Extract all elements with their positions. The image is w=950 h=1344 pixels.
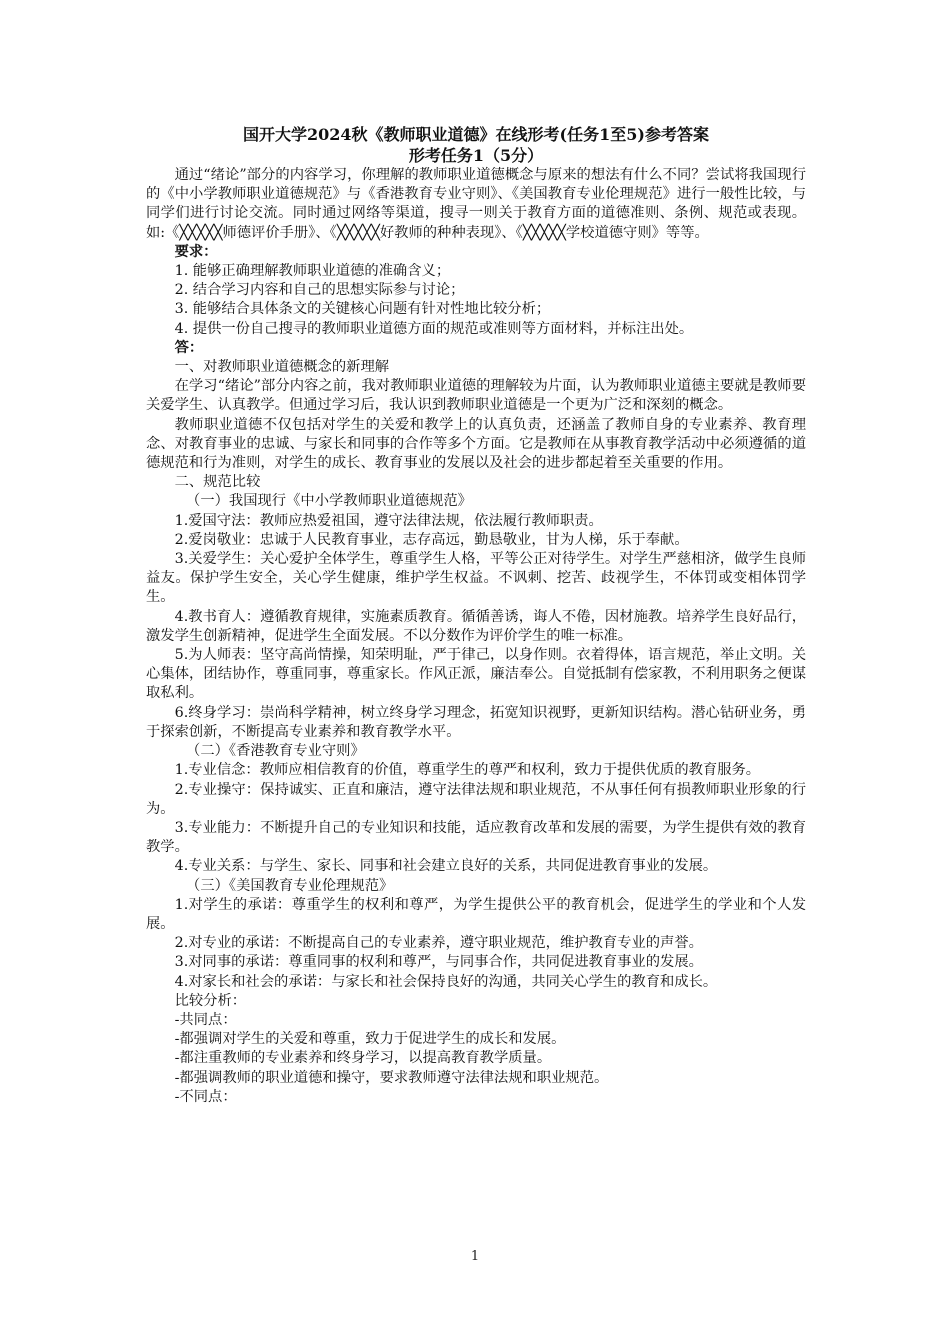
list-item: 5.为人师表：坚守高尚情操，知荣明耻，严于律己，以身作则。衣着得体，语言规范，举止文明。关心集体，团结协作，尊重同事，尊重家长。作风正派，廉洁奉公。自觉抵制有偿家教，不利用职务之便谋取私利。 (146, 647, 806, 702)
requirement-item: 4. 提供一份自己搜寻的教师职业道德方面的规范或准则等方面材料，并标注出处。 (174, 320, 694, 337)
document-page (146, 124, 806, 1107)
document-subtitle: 形考任务1（5分） (408, 146, 544, 165)
requirements-heading: 要求： (174, 243, 218, 260)
analysis-item: -不同点： (174, 1088, 237, 1105)
analysis-heading: 比较分析： (174, 992, 247, 1009)
subsection-heading: （一）我国现行《中小学教师职业道德规范》 (186, 493, 472, 510)
analysis-item: -都强调对学生的关爱和尊重，致力于促进学生的成长和发展。 (174, 1031, 566, 1048)
requirement-item: 3. 能够结合具体条文的关键核心问题有针对性地比较分析； (174, 301, 551, 318)
analysis-item: -都强调教师的职业道德和操守，要求教师遵守法律法规和职业规范。 (174, 1069, 609, 1086)
list-item: 3.专业能力：不断提升自己的专业知识和技能，适应教育改革和发展的需要，为学生提供有效的教育教学。 (146, 819, 806, 856)
list-item: 2.爱岗敬业：忠诚于人民教育事业，志存高远，勤恳敬业，甘为人梯，乐于奉献。 (174, 531, 689, 548)
list-item: 4.教书育人：遵循教育规律，实施素质教育。循循善诱，诲人不倦，因材施教。培养学生良好品行，激发学生创新精神，促进学生全面发展。不以分数作为评价学生的唯一标准。 (146, 608, 806, 644)
list-item: 2.对专业的承诺：不断提高自己的专业素养，遵守职业规范，维护教育专业的声誉。 (174, 935, 703, 952)
body-paragraph: 教师职业道德不仅包括对学生的关爱和教学上的认真负责，还涵盖了教师自身的专业素养、教育理念、对教育事业的忠诚、与家长和同事的合作等多个方面。它是教师在从事教育教学活动中必须遵循的道德规范和行为准则，对学生的成长、教育事业的发展以及社会的进步都起着至关重要的作用。 (146, 416, 806, 472)
list-item: 4.专业关系：与学生、家长、同事和社会建立良好的关系，共同促进教育事业的发展。 (174, 858, 718, 875)
analysis-item: -都注重教师的专业素养和终身学习，以提高教育教学质量。 (174, 1050, 552, 1067)
list-item: 4.对家长和社会的承诺：与家长和社会保持良好的沟通，共同关心学生的教育和成长。 (174, 973, 718, 990)
page-number: 1 (470, 1249, 480, 1264)
list-item: 3.对同事的承诺：尊重同事的权利和尊严，与同事合作，共同促进教育事业的发展。 (174, 954, 703, 971)
list-item: 6.终身学习：崇尚科学精神，树立终身学习理念，拓宽知识视野，更新知识结构。潜心钻研业务，勇于探索创新，不断提高专业素养和教育教学水平。 (146, 704, 806, 740)
analysis-item: -共同点： (174, 1011, 237, 1028)
section-heading: 二、规范比较 (174, 474, 261, 491)
document-title: 国开大学2024秋《教师职业道德》在线形考(任务1至5)参考答案 (243, 125, 709, 144)
requirement-item: 1. 能够正确理解教师职业道德的准确含义； (174, 263, 451, 280)
body-paragraph: 在学习“绪论”部分内容之前，我对教师职业道德的理解较为片面，认为教师职业道德主要就是教师要关爱学生、认真教学。但通过学习后，我认识到教师职业道德是一个更为广泛和深刻的概念。 (146, 378, 806, 414)
list-item: 3.关爱学生：关心爱护全体学生，尊重学生人格，平等公正对待学生。对学生严慈相济，做学生良师益友。保护学生安全，关心学生健康，维护学生权益。不讽刺、挖苦、歧视学生，不体罚或变相体罚学生。 (146, 551, 806, 606)
intro-paragraph: 通过“绪论”部分的内容学习，你理解的教师职业道德概念与原来的想法有什么不同？尝试将我国现行的《中小学教师职业道德规范》与《香港教育专业守则》、《美国教育专业伦理规范》进行一般性比较，与同学们进行讨论交流。同时通过网络等渠道，搜寻一则关于教育方面的道德准则、条例、规范或表现。如:《╳╳╳╳╳师德评价手册》、《╳╳╳╳╳好教师的种种表现》、《╳╳╳╳╳学校道德守则》等等。 (146, 167, 806, 241)
subsection-heading: （二）《香港教育专业守则》 (186, 743, 365, 760)
subsection-heading: （三）《美国教育专业伦理规范》 (186, 877, 394, 894)
section-heading: 一、对教师职业道德概念的新理解 (174, 359, 390, 376)
list-item: 2.专业操守：保持诚实、正直和廉洁，遵守法律法规和职业规范，不从事任何有损教师职业形象的行为。 (146, 781, 806, 817)
requirement-item: 2. 结合学习内容和自己的思想实际参与讨论； (174, 282, 465, 299)
list-item: 1.专业信念：教师应相信教育的价值，尊重学生的尊严和权利，致力于提供优质的教育服务。 (174, 762, 761, 779)
list-item: 1.对学生的承诺：尊重学生的权利和尊严，为学生提供公平的教育机会，促进学生的学业和个人发展。 (146, 896, 806, 932)
list-item: 1.爱国守法：教师应热爱祖国，遵守法律法规，依法履行教师职责。 (174, 512, 603, 529)
answer-heading: 答： (174, 339, 204, 356)
